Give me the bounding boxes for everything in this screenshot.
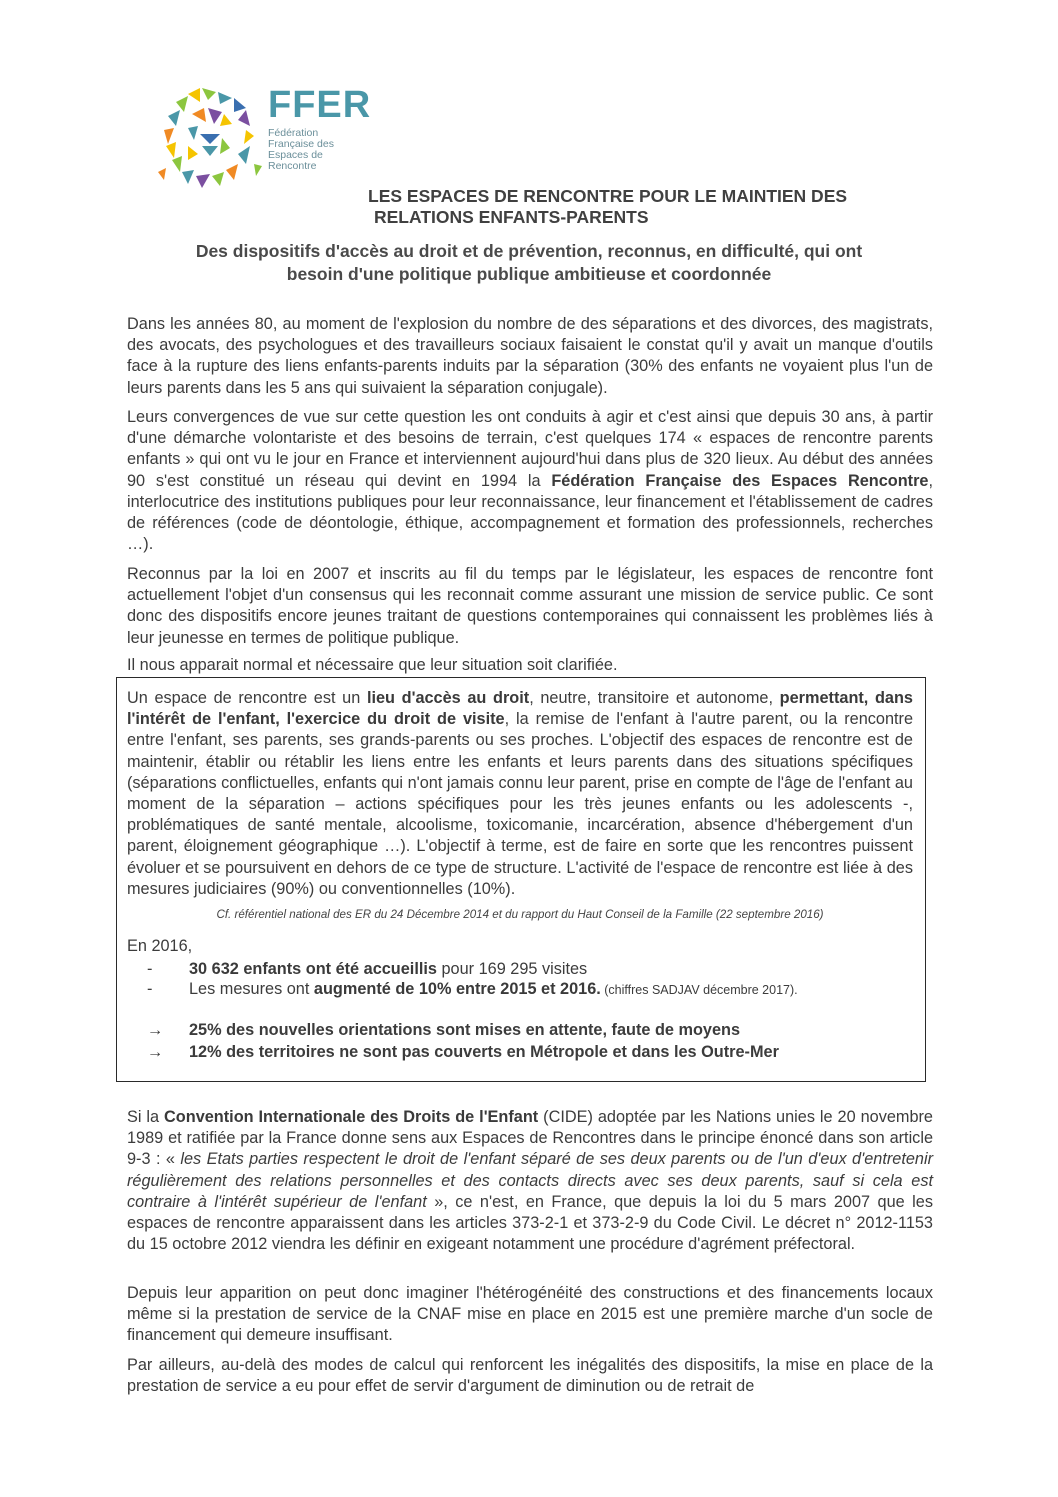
logo-text bbox=[268, 86, 371, 172]
logo-line-3: Espaces de bbox=[268, 149, 323, 161]
logo-line-4: Rencontre bbox=[268, 160, 317, 172]
title-line-1: LES ESPACES DE RENCONTRE POUR LE MAINTIEN DES bbox=[368, 186, 848, 206]
dash-bullet: - bbox=[147, 980, 153, 998]
box-bold-visit: permettant, dans l'intérêt de l'enfant, l'exercice du droit de visite bbox=[127, 689, 913, 729]
stat-measures-source: (chiffres SADJAV décembre 2017). bbox=[600, 983, 798, 997]
paragraph-federation bbox=[127, 407, 933, 555]
stat-measures-pre: Les mesures ont bbox=[189, 980, 314, 998]
box-bold-access: lieu d'accès au droit bbox=[366, 689, 530, 707]
box-text-5: , la remise de l'enfant à l'autre parent, ou la rencontre entre l'enfant, ses parents, ses grands-parents ou ses proches. L'objectif des espaces de rencontre est de maintenir, établir ou rétablir les liens entre les enfants et leurs parents dans des situations spécifiques (séparations conflictuelles, enfants qui n'ont jamais connu leur parent, prise en compte de l'âge de l'enfant au moment de la séparation – actions spécifiques pour les très jeunes enfants ou les adolescents -, problématiques de santé mentale, alcoolisme, toxicomanie, incarcération, absence d'hébergement d'un parent, éloignement géographique …). L'objectif à terme, est de faire en sorte que les rencontres puissent évoluer et se poursuivent en dehors de ce type de structure. L'activité de l'espace de rencontre est liée à des mesures judiciaires (90%) ou conventionnelles (10%). bbox=[127, 710, 914, 898]
ffer-logo bbox=[158, 84, 372, 194]
year-label: En 2016, bbox=[127, 937, 193, 955]
p2-federation-name: Fédération Française des Espaces Rencontre bbox=[551, 471, 929, 490]
definition-text bbox=[127, 688, 913, 900]
box-text-3: , neutre, transitoire et autonome, bbox=[529, 689, 780, 707]
list-item bbox=[143, 1041, 923, 1063]
paragraph-inequalities: Par ailleurs, au-delà des modes de calcul qui renforcent les inégalités des dispositifs, la mise en place de la prestation de service a eu pour effet de servir d'argument de diminution ou de retrait de bbox=[127, 1356, 933, 1396]
dash-bullet: - bbox=[147, 960, 153, 978]
subtitle-line-2: besoin d'une politique publique ambitieuse et coordonnée bbox=[286, 264, 772, 284]
arrow-right-icon: → bbox=[147, 1021, 164, 1039]
p5-text-e: », ce n'est, en France, que depuis la loi du 5 mars 2007 que les espaces de rencontre apparaissent dans les articles 373-2-1 et 373-2-9 du Code Civil. Le décret n° 2012-1153 du 15 octobre 2012 viendra les définir en exigeant notamment une procédure d'agrément préfectoral. bbox=[127, 1192, 933, 1254]
logo-line-2: Française des bbox=[268, 138, 334, 150]
stats-list bbox=[143, 959, 923, 1000]
list-item bbox=[143, 979, 923, 1000]
p5-quote: les Etats parties respectent le droit de l'enfant séparé de ses deux parents ou de l'un d'eux d'entretenir régulièrement des relations personnelles et des contacts directs avec ses deux parents, sauf si cela est contraire à l'intérêt supérieur de l'enfant bbox=[127, 1150, 933, 1211]
title-line-2: RELATIONS ENFANTS-PARENTS bbox=[374, 207, 649, 227]
stat-children-rest: pour 169 295 visites bbox=[436, 960, 588, 978]
stat-measures-bold: augmenté de 10% entre 2015 et 2016 bbox=[313, 980, 597, 998]
p5-text-c: (CIDE) adoptée par les Nations unies le 20 novembre 1989 et ratifiée par la France donne sens aux Espaces de Rencontres dans le principe énoncé dans son article 9-3 : « bbox=[127, 1108, 933, 1169]
list-item bbox=[143, 1019, 923, 1041]
paragraph-recognition: Reconnus par la loi en 2007 et inscrits au fil du temps par le législateur, les espaces de rencontre font actuellement l'objet d'un consensus qui les reconnait comme assurant une mission de service public. Ce sont donc des dispositifs encore jeunes traitant de questions contemporaines qui connaissent les problèmes liés à leur jeunesse en termes de politique publique. bbox=[127, 565, 933, 647]
arrow-item-territories: 12% des territoires ne sont pas couverts en Métropole et dans les Outre-Mer bbox=[189, 1043, 779, 1061]
paragraph-financing: Depuis leur apparition on peut donc imaginer l'hétérogénéité des constructions et des financements locaux même si la prestation de service de la CNAF mise en place en 2015 est une première marche d'un socle de financement qui demeure insuffisant. bbox=[127, 1284, 933, 1345]
box-text-1: Un espace de rencontre est un bbox=[127, 689, 367, 707]
logo-mark-icon bbox=[158, 84, 263, 194]
paragraph-clarification: Il nous apparait normal et nécessaire que leur situation soit clarifiée. bbox=[127, 656, 618, 674]
arrow-right-icon: → bbox=[147, 1043, 164, 1061]
document-title bbox=[368, 186, 928, 228]
definition-box bbox=[116, 677, 926, 1082]
logo-acronym: FFER bbox=[268, 84, 372, 126]
paragraph-history: Dans les années 80, au moment de l'explosion du nombre de des séparations et des divorces, des magistrats, des avocats, des psychologues et des travailleurs sociaux faisaient le constat qu'il y avait un manque d'outils face à la rupture des liens enfants-parents induits par la séparation (30% des enfants ne voyaient plus l'un de leurs parents dans les 5 ans qui suivaient la séparation conjugale). bbox=[127, 315, 933, 397]
stat-children-bold: 30 632 enfants ont été accueillis bbox=[189, 960, 437, 978]
arrow-list bbox=[143, 1019, 923, 1063]
p2-text-c: , interlocutrice des institutions publiques pour leur reconnaissance, leur financement et l'établissement de cadres de références (code de déontologie, éthique, accompagnement et formation des professionnels, recherches …). bbox=[127, 471, 933, 554]
document-subtitle bbox=[127, 240, 931, 286]
subtitle-line-1: Des dispositifs d'accès au droit et de prévention, reconnus, en difficulté, qui ont bbox=[195, 241, 863, 261]
paragraph-convention bbox=[127, 1107, 933, 1255]
p5-text-a: Si la bbox=[127, 1108, 165, 1126]
list-item bbox=[143, 959, 923, 979]
citation-note: Cf. référentiel national des ER du 24 Décembre 2014 et du rapport du Haut Conseil de la Famille (22 septembre 2016) bbox=[216, 908, 824, 921]
logo-line-1: Fédération bbox=[268, 127, 319, 139]
p2-text-a: Leurs convergences de vue sur cette question les ont conduits à agir et c'est ainsi que depuis 30 ans, à partir d'une démarche volontariste et des besoins de terrain, c'est quelques 174 « espaces de rencontre parents enfants » qui ont vu le jour en France et interviennent aujourd'hui dans plus de 320 lieux. Au début des années 90 s'est constitué un réseau qui devint en 1994 la bbox=[127, 408, 933, 490]
p5-convention-name: Convention Internationale des Droits de l'Enfant bbox=[164, 1108, 539, 1126]
stat-measures-dot: . bbox=[596, 980, 601, 998]
arrow-item-waiting: 25% des nouvelles orientations sont mises en attente, faute de moyens bbox=[189, 1021, 741, 1039]
